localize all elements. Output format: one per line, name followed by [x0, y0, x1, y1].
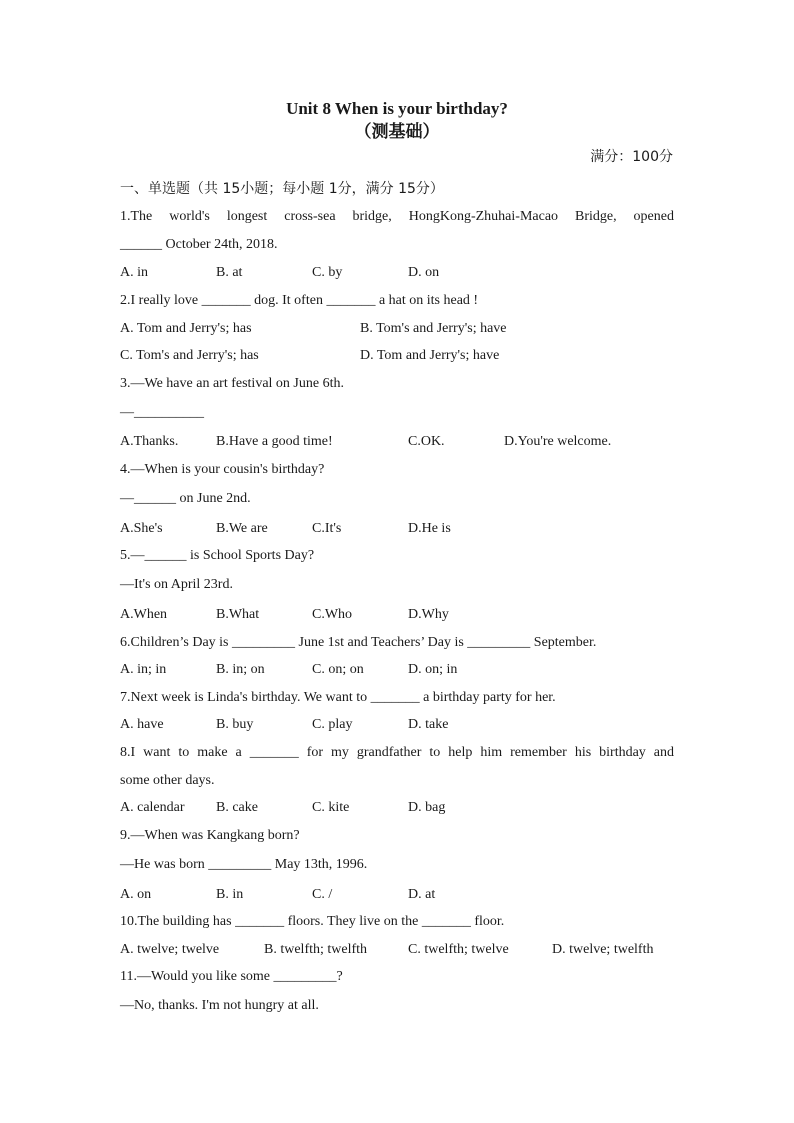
q5-option-a: A.When [120, 607, 168, 622]
q9-stem: 9.—When was Kangkang born? [120, 828, 300, 843]
q10-option-c: C. twelfth; twelve [408, 942, 509, 957]
q11-answer-line: —No, thanks. I'm not hungry at all. [120, 998, 319, 1013]
q10-option-b: B. twelfth; twelfth [264, 942, 368, 957]
q9-answer-line: —He was born _________ May 13th, 1996. [120, 857, 368, 872]
page-subtitle: （测基础） [354, 122, 440, 142]
q3-stem: 3.—We have an art festival on June 6th. [120, 376, 344, 391]
q8-option-b: B. cake [216, 800, 258, 815]
q1-option-b: B. at [216, 265, 243, 280]
q4-option-b: B.We are [216, 521, 268, 536]
full-score: 满分：100分 [590, 149, 673, 165]
q3-option-d: D.You're welcome. [504, 434, 612, 449]
q1-option-a: A. in [120, 265, 148, 280]
section-heading: 一、单选题（共 15小题；每小题 1分，满分 15分） [120, 181, 444, 197]
page-title: Unit 8 When is your birthday? [286, 99, 508, 118]
q5-stem: 5.—______ is School Sports Day? [120, 548, 315, 563]
q3-option-c: C.OK. [408, 434, 445, 449]
q7-option-d: D. take [408, 717, 449, 732]
q4-option-a: A.She's [120, 521, 163, 536]
q4-option-c: C.It's [312, 521, 342, 536]
q8-stem-line1: 8.I want to make a _______ for my grandfather to help him remember his birthday and [120, 745, 674, 760]
q2-option-b: B. Tom's and Jerry's; have [360, 321, 507, 336]
q10-option-a: A. twelve; twelve [120, 942, 220, 957]
q4-option-d: D.He is [408, 521, 451, 536]
q4-answer-line: —______ on June 2nd. [120, 491, 251, 506]
q1-option-d: D. on [408, 265, 440, 280]
q7-option-c: C. play [312, 717, 353, 732]
q1-stem-line2: ______ October 24th, 2018. [120, 237, 278, 252]
q2-option-a: A. Tom and Jerry's; has [120, 321, 252, 336]
q6-option-c: C. on; on [312, 662, 364, 677]
q10-option-d: D. twelve; twelfth [552, 942, 654, 957]
q6-option-d: D. on; in [408, 662, 458, 677]
q3-answer-line: —__________ [120, 405, 204, 420]
q2-option-d: D. Tom and Jerry's; have [360, 348, 500, 363]
q9-option-c: C. / [312, 887, 333, 902]
q8-stem-line2: some other days. [120, 773, 215, 788]
q2-option-c: C. Tom's and Jerry's; has [120, 348, 259, 363]
q5-answer-line: —It's on April 23rd. [120, 577, 233, 592]
q1-stem-line1: 1.The world's longest cross-sea bridge, HongKong-Zhuhai-Macao Bridge, opened [120, 209, 674, 224]
q9-option-b: B. in [216, 887, 244, 902]
q5-option-d: D.Why [408, 607, 449, 622]
q5-option-b: B.What [216, 607, 260, 622]
q6-option-a: A. in; in [120, 662, 167, 677]
q9-option-d: D. at [408, 887, 436, 902]
q8-option-a: A. calendar [120, 800, 185, 815]
q5-option-c: C.Who [312, 607, 353, 622]
q10-stem: 10.The building has _______ floors. They live on the _______ floor. [120, 914, 505, 929]
q7-option-b: B. buy [216, 717, 254, 732]
q7-option-a: A. have [120, 717, 164, 732]
q3-option-b: B.Have a good time! [216, 434, 333, 449]
q4-stem: 4.—When is your cousin's birthday? [120, 462, 325, 477]
q8-option-c: C. kite [312, 800, 350, 815]
q2-stem: 2.I really love _______ dog. It often _______ a hat on its head ! [120, 293, 479, 308]
q9-option-a: A. on [120, 887, 152, 902]
q11-stem: 11.—Would you like some _________? [120, 969, 343, 984]
q6-stem: 6.Children’s Day is _________ June 1st and Teachers’ Day is _________ September. [120, 635, 597, 650]
q8-option-d: D. bag [408, 800, 446, 815]
q7-stem: 7.Next week is Linda's birthday. We want to _______ a birthday party for her. [120, 690, 556, 705]
q3-option-a: A.Thanks. [120, 434, 179, 449]
q1-option-c: C. by [312, 265, 343, 280]
q6-option-b: B. in; on [216, 662, 265, 677]
